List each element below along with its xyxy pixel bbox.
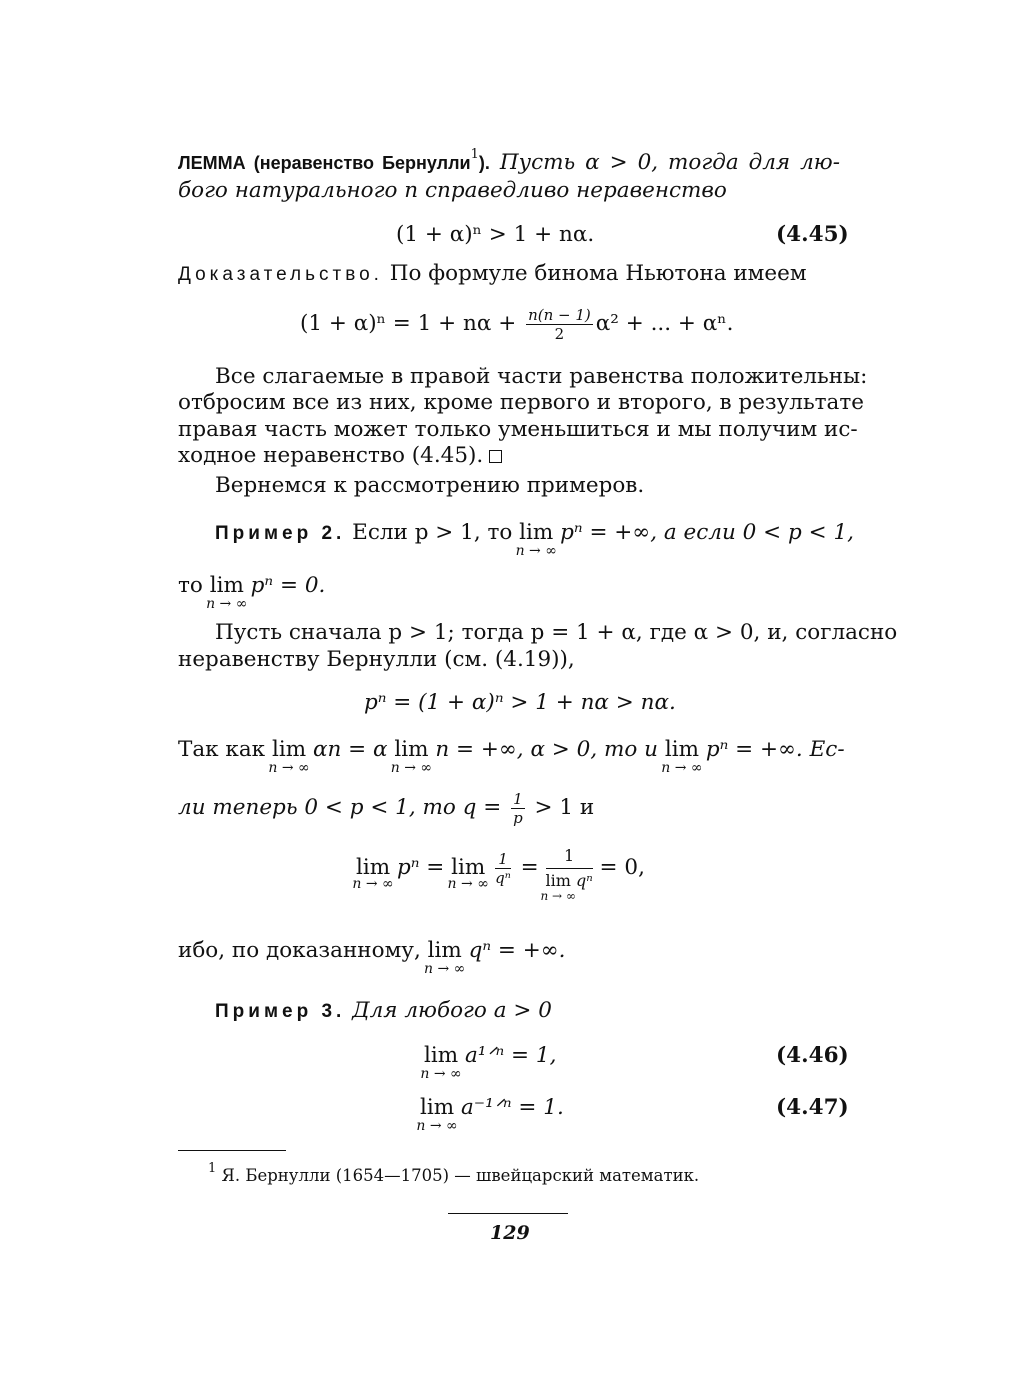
equation-label-4-45: (4.45): [776, 222, 849, 247]
one-over-qn: $\frac{1}{\text{qⁿ}}$: [495, 849, 511, 887]
lemma-heading: ЛЕММА (неравенство Бернулли: [178, 153, 471, 173]
example-3-heading: Пример 3.: [215, 1001, 346, 1022]
footnote-divider: [178, 1150, 286, 1151]
para1-line-3: правая часть может только уменьшиться и мы получим ис-: [178, 417, 858, 442]
limit-operator: lim n → ∞: [447, 855, 489, 892]
para1-line-4: ходное неравенство (4.45).: [178, 443, 502, 469]
binomial-fraction: $\frac{n(n - 1)}{2}$: [528, 305, 591, 343]
ibo-line: ибо, по доказанному, lim n → ∞ qⁿ = +∞.: [178, 938, 566, 977]
limit-operator: lim n → ∞: [268, 737, 310, 776]
limit-operator: lim n → ∞: [390, 737, 433, 776]
example-2-line-2: то lim n → ∞ pⁿ = 0.: [178, 573, 326, 612]
example-3-line: Пример 3. Для любого a > 0: [215, 998, 552, 1023]
equation-pn: pⁿ = (1 + α)ⁿ > 1 + nα > nα.: [364, 690, 676, 715]
example-2-heading: Пример 2.: [215, 523, 346, 544]
limit-chain-equation: lim n → ∞ pⁿ = lim n → ∞ $\frac{1}{\text{qⁿ}}$ = 1 lim n → ∞ qⁿ = 0,: [356, 843, 645, 893]
equation-label-4-47: (4.47): [776, 1095, 849, 1120]
page-number-divider: [448, 1213, 568, 1214]
equation-label-4-46: (4.46): [776, 1043, 849, 1068]
footnote-marker: 1: [470, 146, 479, 162]
page-number: 129: [490, 1222, 530, 1244]
binomial-expansion: (1 + α)ⁿ = 1 + nα + $\frac{n(n - 1)}{2}$ α² + ... + αⁿ.: [300, 305, 734, 343]
para2: Вернемся к рассмотрению примеров.: [215, 473, 645, 498]
lemma-statement: Пусть α > 0, тогда для лю-: [499, 150, 840, 175]
since-line: Так как lim n → ∞ αn = α lim n → ∞ n = +∞, α > 0, то и lim n → ∞ pⁿ = +∞. Ес-: [178, 737, 845, 776]
equation-4-47: lim n → ∞ a⁻¹ᐟⁿ = 1.: [416, 1095, 564, 1134]
limit-operator: lim n → ∞: [420, 1043, 462, 1082]
lemma-line-2: бого натурального n справедливо неравенство: [178, 178, 727, 203]
para3-line-2: неравенству Бернулли (см. (4.19)),: [178, 647, 575, 672]
limit-operator: lim n → ∞: [206, 573, 248, 612]
para1-line-2: отбросим все из них, кроме первого и второго, в результате: [178, 390, 864, 415]
footnote: $^1$ Я. Бернулли (1654—1705) — швейцарский математик.: [208, 1160, 700, 1185]
one-over-lim-qn: 1 lim n → ∞ qⁿ: [540, 845, 593, 903]
limit-operator: lim n → ∞: [424, 938, 466, 977]
lemma-line-1: ЛЕММА (неравенство Бернулли$^1$). Пусть α > 0, тогда для лю-: [178, 146, 840, 175]
equation-4-45: (1 + α)ⁿ > 1 + nα.: [396, 222, 595, 247]
limit-operator: lim n → ∞: [352, 855, 394, 892]
para1-line-1: Все слагаемые в правой части равенства положительны:: [215, 364, 868, 389]
para3-line-1: Пусть сначала p > 1; тогда p = 1 + α, где α > 0, и, согласно: [215, 620, 898, 645]
q-fraction: $\frac{1}{p}$: [513, 789, 523, 827]
equation-4-46: lim n → ∞ a¹ᐟⁿ = 1,: [420, 1043, 557, 1082]
since-line-2: ли теперь 0 < p < 1, то q = $\frac{1}{p}$ > 1 и: [178, 789, 595, 827]
proof-line: Доказательство. По формуле бинома Ньютона имеем: [178, 261, 807, 286]
limit-operator: lim n → ∞: [515, 520, 557, 559]
qed-square-icon: [489, 450, 502, 463]
example-2-line-1: Пример 2. Если p > 1, то lim n → ∞ pⁿ = +∞, а если 0 < p < 1,: [215, 520, 854, 559]
proof-heading: Доказательство.: [178, 264, 383, 285]
limit-operator: lim n → ∞: [661, 737, 703, 776]
limit-operator: lim n → ∞: [416, 1095, 458, 1134]
